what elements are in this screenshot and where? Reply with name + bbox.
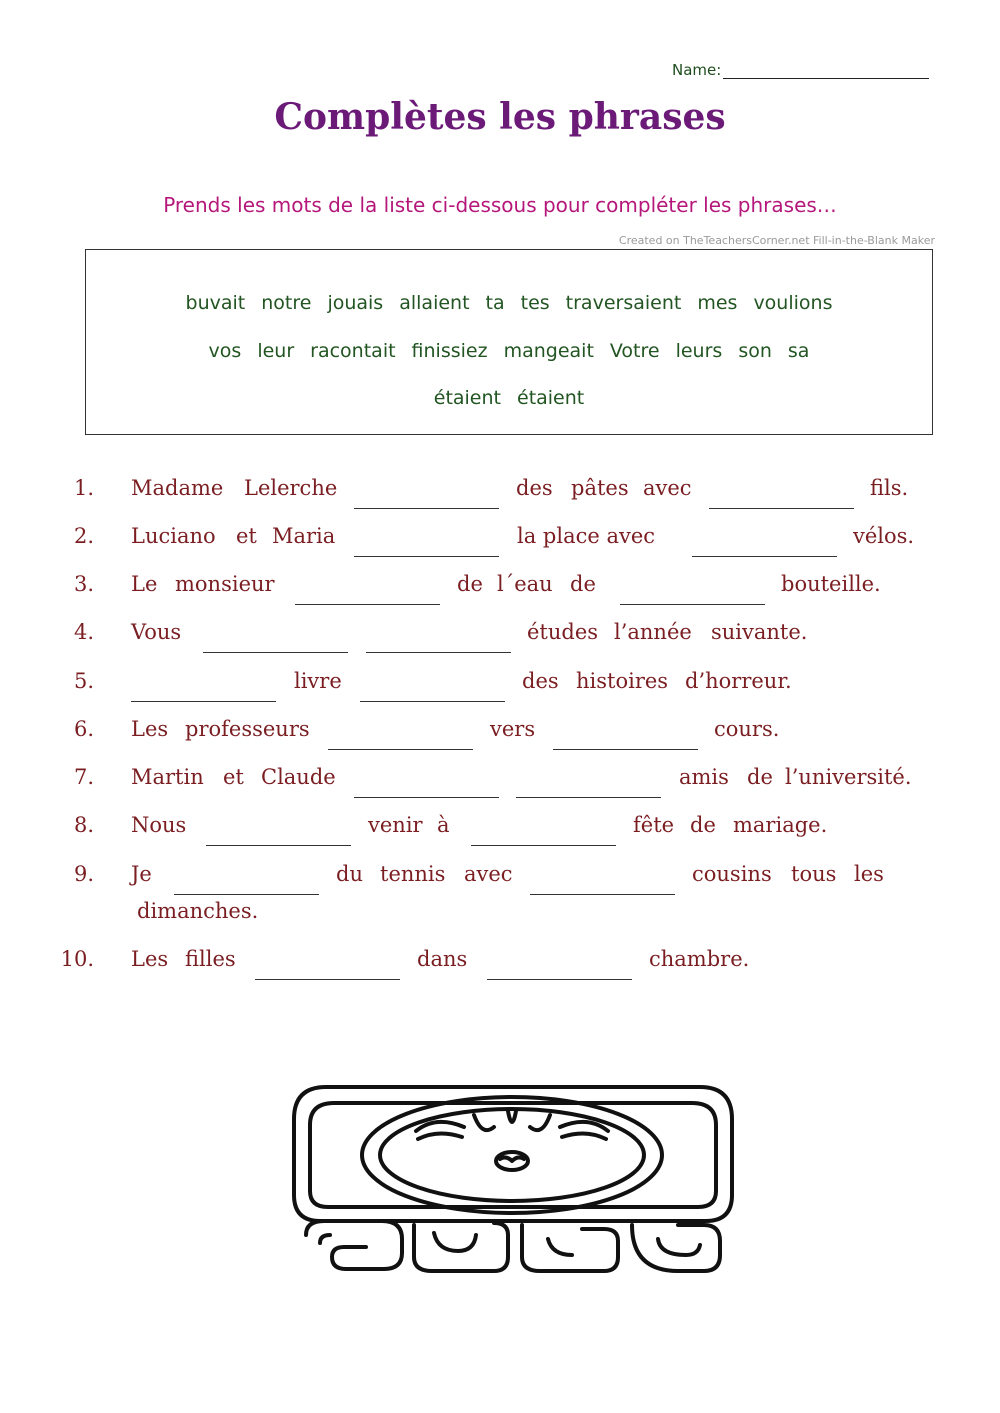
sentence-word: d’horreur. [685, 669, 792, 693]
sentence-word: études [527, 620, 599, 644]
sentence-3 [0, 572, 1000, 612]
sentence-word: des [516, 476, 553, 500]
sentence-word: pâtes [571, 476, 629, 500]
sentence-word: de [690, 813, 716, 837]
sentence-word: Maria [272, 524, 336, 548]
sentence-number: 8. [73, 813, 94, 837]
sentence-number: 10. [60, 947, 94, 971]
mayan-glyph-illustration [286, 1075, 740, 1275]
sentence-number: 4. [73, 620, 94, 644]
instructions: Prends les mots de la liste ci-dessous pour compléter les phrases… [163, 193, 837, 217]
answer-blank[interactable] [487, 979, 632, 980]
word-bank-item: tes [520, 292, 550, 314]
worksheet-title: Complètes les phrases [274, 96, 726, 138]
sentence-word: Claude [261, 765, 336, 789]
word-bank-item: jouais [327, 292, 384, 314]
sentence-7 [0, 765, 1000, 805]
word-bank-item: vos [208, 339, 242, 362]
word-bank-item: sa [787, 339, 810, 362]
sentence-word: vers [490, 717, 536, 741]
sentence-word: Vous [131, 620, 182, 644]
word-bank-line [86, 280, 932, 328]
sentence-word: de [457, 572, 483, 596]
sentence-word: professeurs [185, 717, 310, 741]
sentence-number: 3. [73, 572, 94, 596]
word-bank-item: étaient [433, 387, 501, 409]
word-bank-item: leurs [675, 339, 723, 362]
sentence-word: livre [294, 669, 342, 693]
sentence-number: 1. [73, 476, 94, 500]
sentence-word: mariage. [733, 813, 828, 837]
sentence-continuation: dimanches. [137, 899, 259, 923]
sentence-word: les [854, 862, 884, 886]
answer-blank[interactable] [692, 556, 837, 557]
sentence-word: dans [417, 947, 468, 971]
sentence-word: avec [643, 476, 692, 500]
sentence-word: Nous [131, 813, 187, 837]
sentence-word: Martin [131, 765, 204, 789]
sentence-number: 2. [73, 524, 94, 548]
sentence-word: et [236, 524, 257, 548]
sentence-number: 6. [73, 717, 94, 741]
name-input-line[interactable] [723, 56, 929, 79]
word-bank-item: notre [261, 292, 312, 314]
sentence-word: Luciano [131, 524, 216, 548]
sentence-word: monsieur [175, 572, 275, 596]
sentence-word: Madame [131, 476, 224, 500]
sentence-word: avec [464, 862, 513, 886]
sentence-word: Les [131, 947, 169, 971]
answer-blank[interactable] [709, 508, 854, 509]
answer-blank[interactable] [530, 894, 675, 895]
sentence-word: de [747, 765, 773, 789]
sentence-word: bouteille. [781, 572, 881, 596]
sentence-word: fils. [870, 476, 909, 500]
sentence-word: venir [368, 813, 423, 837]
sentence-word: à [437, 813, 450, 837]
sentence-word: amis [679, 765, 729, 789]
sentence-word: suivante. [711, 620, 808, 644]
answer-blank[interactable] [203, 652, 348, 653]
sentence-word: tennis [380, 862, 446, 886]
sentence-4 [0, 620, 1000, 660]
word-bank [85, 249, 933, 435]
sentence-2 [0, 524, 1000, 564]
word-bank-item: racontait [310, 339, 396, 362]
credit-line: Created on TheTeachersCorner.net Fill-in-the-Blank Maker [618, 234, 935, 247]
sentence-word: cours. [714, 717, 780, 741]
word-bank-item: allaient [399, 292, 470, 314]
answer-blank[interactable] [131, 701, 276, 702]
answer-blank[interactable] [174, 894, 319, 895]
sentence-word: et [223, 765, 244, 789]
word-bank-line [86, 328, 932, 376]
sentence-word: Les [131, 717, 169, 741]
sentence-word: la place avec [517, 524, 656, 548]
answer-blank[interactable] [516, 797, 661, 798]
sentence-word: du [336, 862, 363, 886]
sentence-8 [0, 813, 1000, 853]
word-bank-item: leur [257, 339, 295, 362]
word-bank-item: mangeait [503, 339, 594, 362]
word-bank-item: ta [485, 292, 505, 314]
word-bank-item: son [738, 339, 772, 362]
word-bank-line [86, 375, 932, 423]
sentence-10 [0, 947, 1000, 987]
sentence-word: fête [633, 813, 675, 837]
answer-blank[interactable] [354, 556, 499, 557]
sentence-word: chambre. [649, 947, 750, 971]
sentence-word: de [570, 572, 596, 596]
sentence-word: l’année [614, 620, 692, 644]
name-field [672, 56, 929, 79]
word-bank-item: voulions [753, 292, 833, 314]
answer-blank[interactable] [328, 749, 473, 750]
word-bank-item: mes [697, 292, 738, 314]
sentence-word: l´eau [497, 572, 553, 596]
sentence-word: filles [185, 947, 236, 971]
word-bank-item: traversaient [565, 292, 682, 314]
sentence-word: vélos. [853, 524, 915, 548]
answer-blank[interactable] [366, 652, 511, 653]
answer-blank[interactable] [360, 701, 505, 702]
sentence-word: Je [131, 862, 152, 886]
answer-blank[interactable] [620, 604, 765, 605]
name-label: Name: [672, 61, 722, 79]
sentence-number: 5. [73, 669, 94, 693]
sentence-word: Lelerche [244, 476, 338, 500]
sentence-9 [0, 862, 1000, 942]
sentence-1 [0, 476, 1000, 516]
answer-blank[interactable] [295, 604, 440, 605]
word-bank-item: finissiez [411, 339, 488, 362]
sentence-5 [0, 669, 1000, 709]
sentence-number: 9. [73, 862, 94, 886]
word-bank-item: étaient [517, 387, 585, 409]
word-bank-item: buvait [185, 292, 246, 314]
sentence-word: cousins [692, 862, 772, 886]
answer-blank[interactable] [354, 797, 499, 798]
answer-blank[interactable] [206, 845, 351, 846]
sentence-word: histoires [576, 669, 669, 693]
sentence-word: Le [131, 572, 158, 596]
sentence-number: 7. [73, 765, 94, 789]
answer-blank[interactable] [354, 508, 499, 509]
sentence-word: des [522, 669, 559, 693]
answer-blank[interactable] [471, 845, 616, 846]
sentence-word: tous [791, 862, 837, 886]
word-bank-item: Votre [609, 339, 660, 362]
answer-blank[interactable] [255, 979, 400, 980]
sentence-word: l’université. [785, 765, 912, 789]
sentence-6 [0, 717, 1000, 757]
answer-blank[interactable] [553, 749, 698, 750]
